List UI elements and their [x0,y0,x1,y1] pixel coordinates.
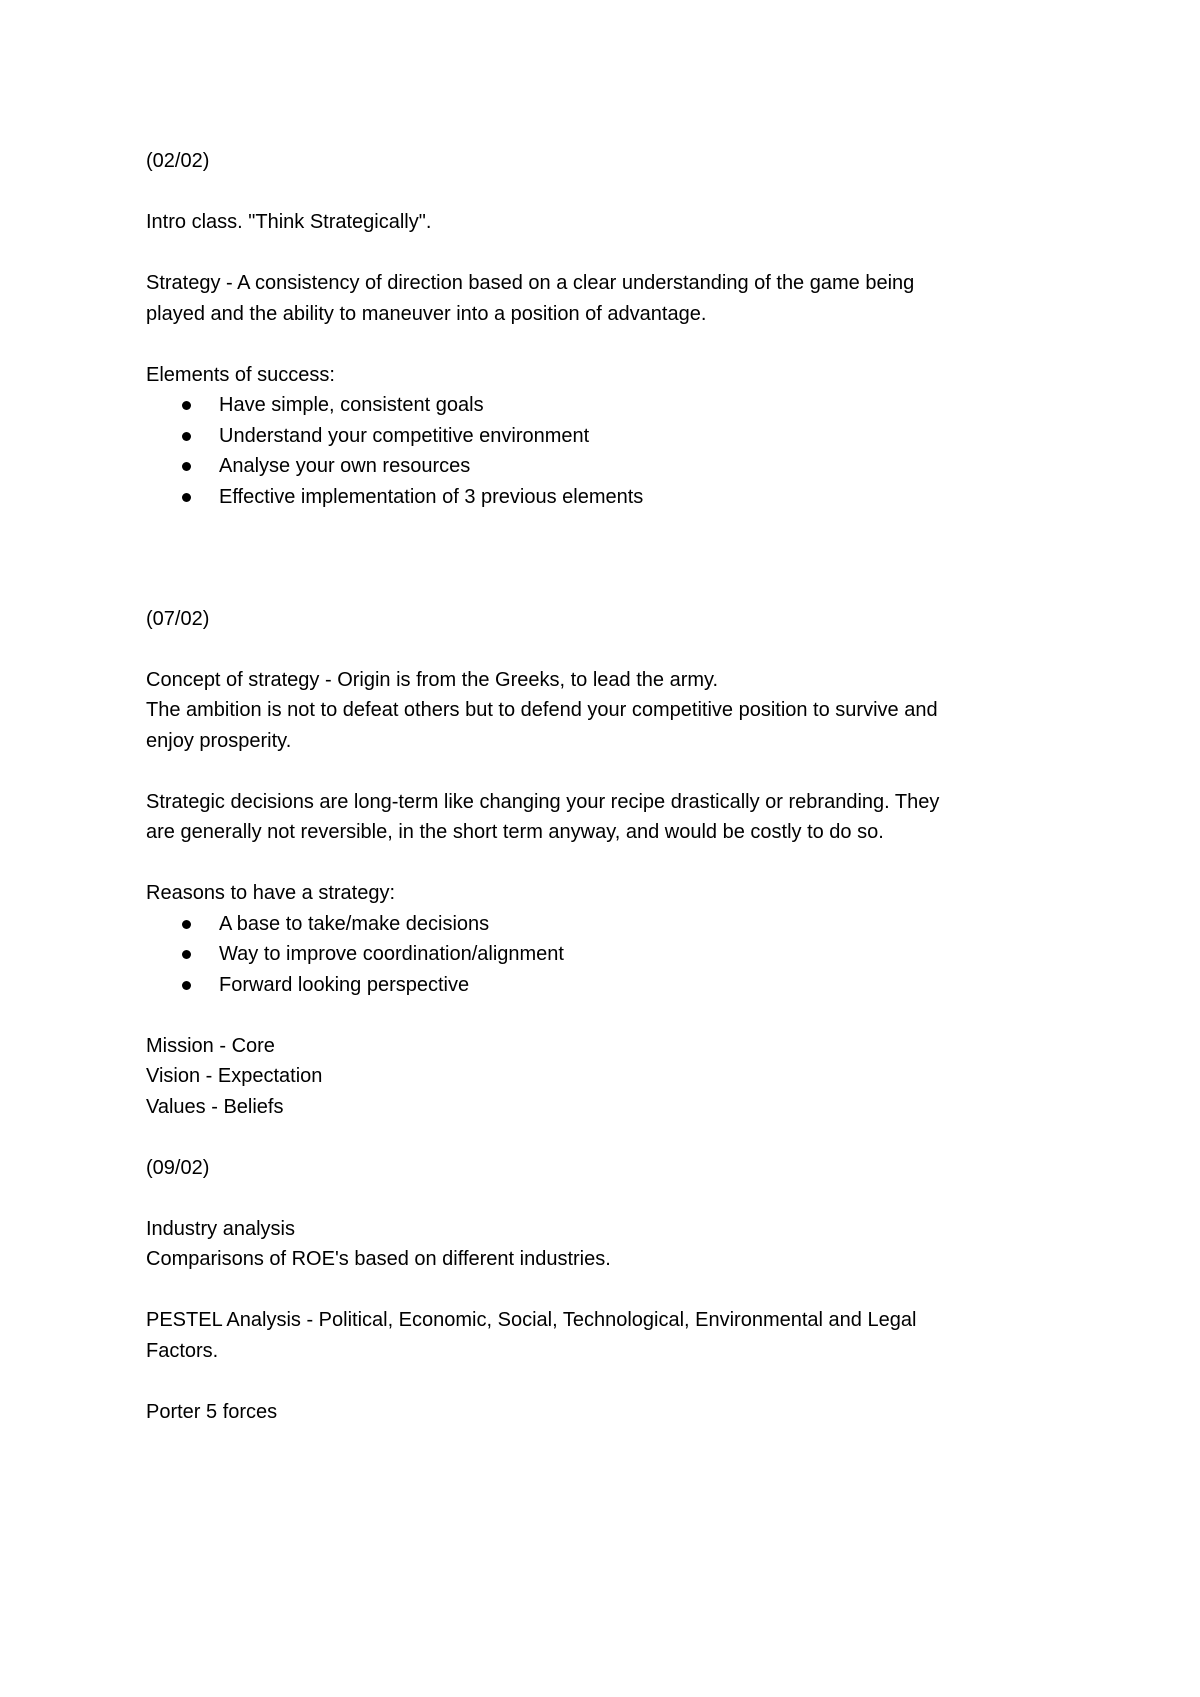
pestel-line: Factors. [146,1339,219,1362]
values-line: Values - Beliefs [146,1095,284,1118]
list-item-text: A base to take/make decisions [219,912,490,935]
document-body [146,146,1066,1427]
bullet-icon [182,462,191,471]
intro-line: Intro class. "Think Strategically". [146,211,432,233]
bullet-icon [182,401,191,410]
reasons-list [146,909,1066,1001]
concept-line: Concept of strategy - Origin is from the Greeks, to lead the army. [146,668,719,691]
decisions-line: are generally not reversible, in the short term anyway, and would be costly to do so. [146,821,884,843]
bullet-icon [182,920,191,929]
elements-heading: Elements of success: [146,363,335,386]
elements-list [146,390,1066,512]
list-item [219,390,1066,421]
pestel-line: PESTEL Analysis - Political, Economic, Social, Technological, Environmental and Legal [146,1309,917,1331]
mission-line: Mission - Core [146,1034,275,1057]
list-item [219,970,1066,1001]
date-heading: (09/02) [146,1156,210,1179]
bullet-icon [182,981,191,990]
industry-line: Industry analysis [146,1217,295,1240]
reasons-heading: Reasons to have a strategy: [146,882,396,904]
concept-line: enjoy prosperity. [146,729,292,752]
strategy-definition-line: played and the ability to maneuver into a position of advantage. [146,302,707,325]
list-item-text: Have simple, consistent goals [219,394,484,416]
list-item-text: Way to improve coordination/alignment [219,943,564,965]
vision-line: Vision - Expectation [146,1065,323,1087]
strategy-definition-line: Strategy - A consistency of direction based on a clear understanding of the game being [146,272,915,294]
bullet-icon [182,950,191,959]
list-item [219,909,1066,940]
list-item-text: Forward looking perspective [219,973,470,996]
list-item [219,421,1066,452]
bullet-icon [182,432,191,441]
date-heading: (07/02) [146,607,210,630]
list-item [219,482,1066,513]
roe-line: Comparisons of ROE's based on different industries. [146,1248,611,1270]
decisions-line: Strategic decisions are long-term like changing your recipe drastically or rebranding. They [146,790,940,813]
list-item [219,939,1066,970]
list-item [219,451,1066,482]
date-heading: (02/02) [146,150,210,172]
bullet-icon [182,493,191,502]
porter-line: Porter 5 forces [146,1400,278,1423]
concept-line: The ambition is not to defeat others but to defend your competitive position to survive and [146,699,938,721]
list-item-text: Analyse your own resources [219,455,471,477]
list-item-text: Effective implementation of 3 previous elements [219,485,644,508]
list-item-text: Understand your competitive environment [219,424,590,447]
